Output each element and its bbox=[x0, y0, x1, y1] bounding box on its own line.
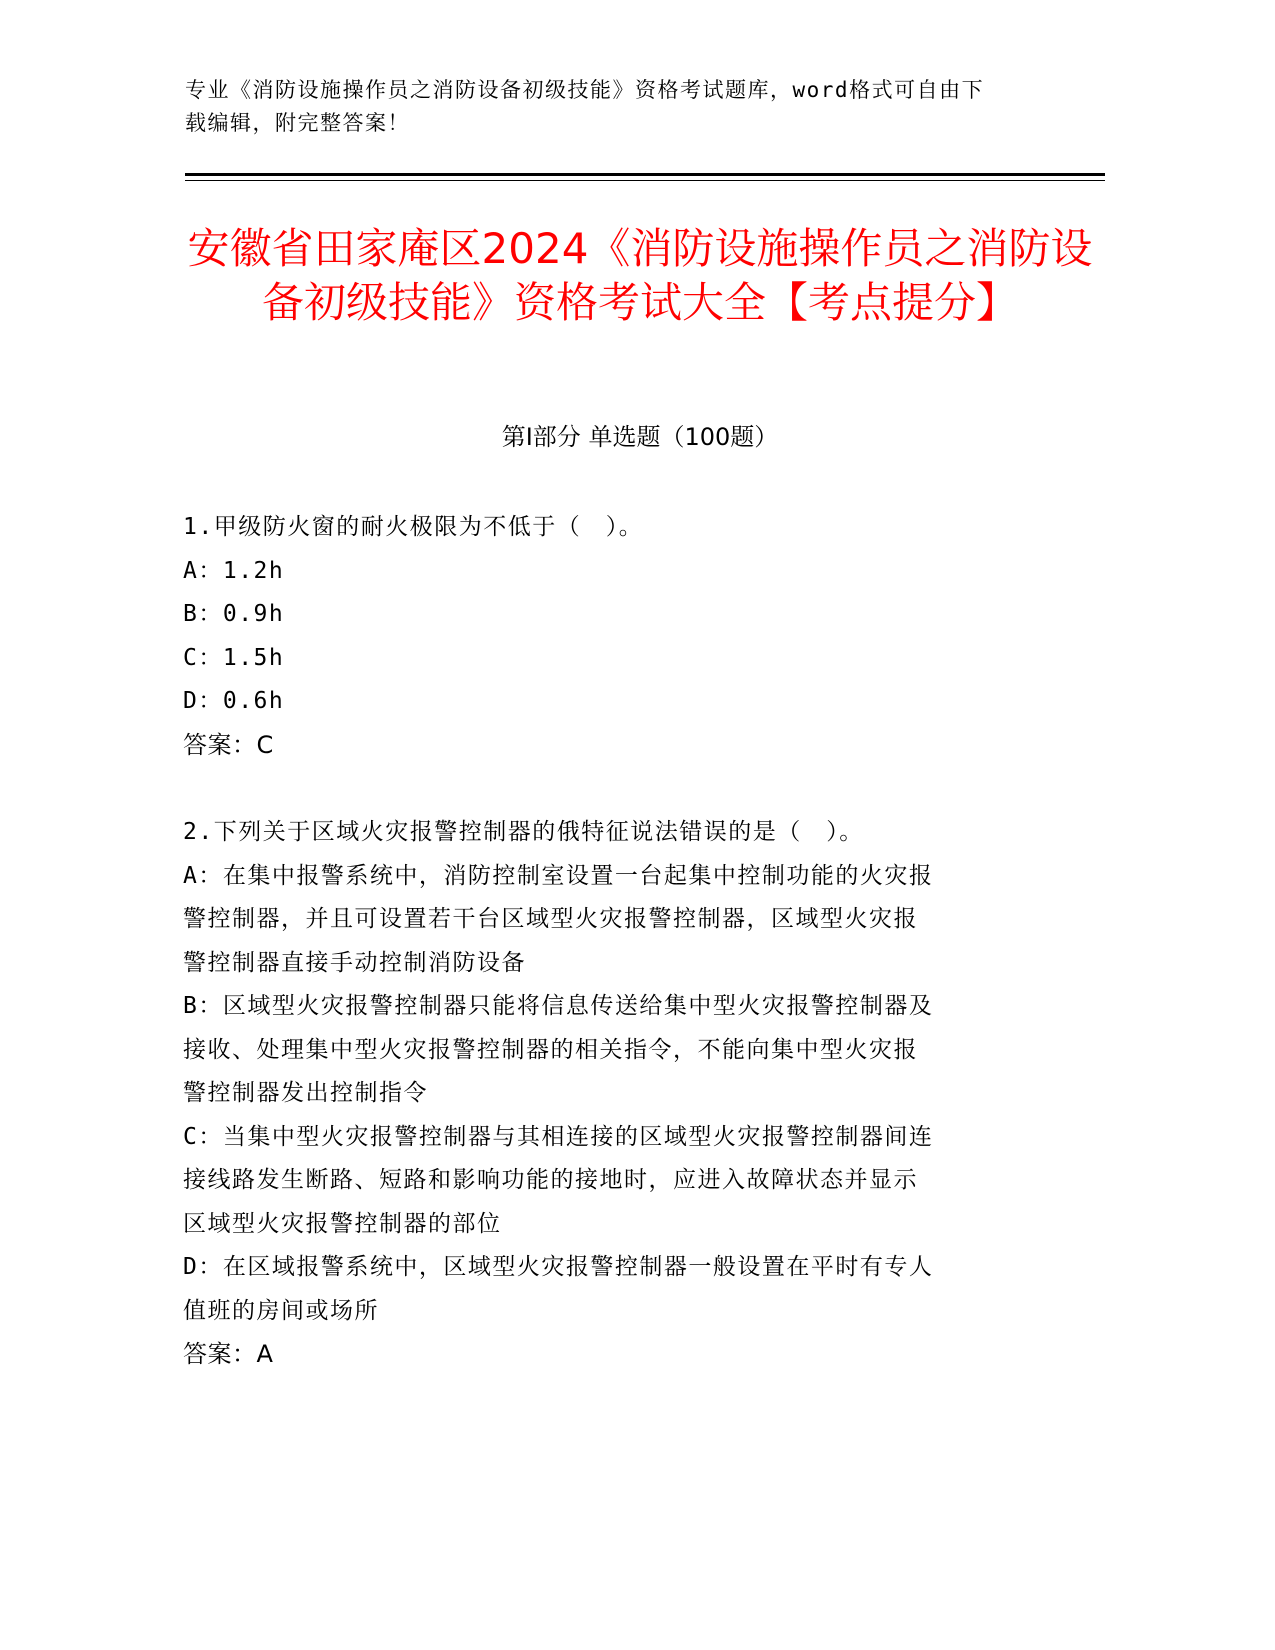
option-a-line-3: 警控制器直接手动控制消防设备 bbox=[183, 949, 526, 976]
option-c-line-2: 接线路发生断路、短路和影响功能的接地时，应进入故障状态并显示 bbox=[183, 1167, 918, 1193]
option-c-line-3: 区域型火灾报警控制器的部位 bbox=[183, 1210, 502, 1237]
option-d: D：0.6h bbox=[183, 688, 285, 714]
option-b: B：0.9h bbox=[183, 601, 285, 627]
option-c-line-1: C：当集中型火灾报警控制器与其相连接的区域型火灾报警控制器间连 bbox=[183, 1123, 934, 1150]
question-stem: 2.下列关于区域火灾报警控制器的俄特征说法错误的是（ ）。 bbox=[183, 819, 864, 845]
question-1 bbox=[183, 506, 1043, 767]
option-a: A：1.2h bbox=[183, 557, 285, 584]
header-note bbox=[185, 74, 1065, 140]
header-divider-thin bbox=[185, 180, 1105, 181]
header-note-line-2: 载编辑，附完整答案！ bbox=[185, 111, 410, 135]
option-b-line-1: B：区域型火灾报警控制器只能将信息传送给集中型火灾报警控制器及 bbox=[183, 993, 934, 1019]
option-d-line-1: D：在区域报警系统中，区域型火灾报警控制器一般设置在平时有专人 bbox=[183, 1254, 934, 1280]
option-b-line-3: 警控制器发出控制指令 bbox=[183, 1080, 428, 1106]
option-a-line-1: A：在集中报警系统中，消防控制室设置一台起集中控制功能的火灾报 bbox=[183, 862, 934, 889]
question-2 bbox=[183, 811, 1043, 1377]
section-heading: 第I部分 单选题（100题） bbox=[501, 423, 779, 451]
header-note-line-1: 专业《消防设施操作员之消防设备初级技能》资格考试题库，word格式可自由下 bbox=[185, 78, 985, 102]
option-a-line-2: 警控制器，并且可设置若干台区域型火灾报警控制器，区域型火灾报 bbox=[183, 906, 918, 932]
option-d-line-2: 值班的房间或场所 bbox=[183, 1297, 379, 1324]
option-b-line-2: 接收、处理集中型火灾报警控制器的相关指令，不能向集中型火灾报 bbox=[183, 1036, 918, 1063]
option-c: C：1.5h bbox=[183, 644, 285, 671]
header-divider-thick bbox=[185, 173, 1105, 176]
question-stem: 1.甲级防火窗的耐火极限为不低于（ ）。 bbox=[183, 514, 644, 540]
answer: 答案：A bbox=[183, 1340, 274, 1368]
answer: 答案：C bbox=[183, 730, 274, 759]
document-title: 安徽省田家庵区2024《消防设施操作员之消防设备初级技能》资格考试大全【考点提分】 bbox=[187, 224, 1093, 327]
